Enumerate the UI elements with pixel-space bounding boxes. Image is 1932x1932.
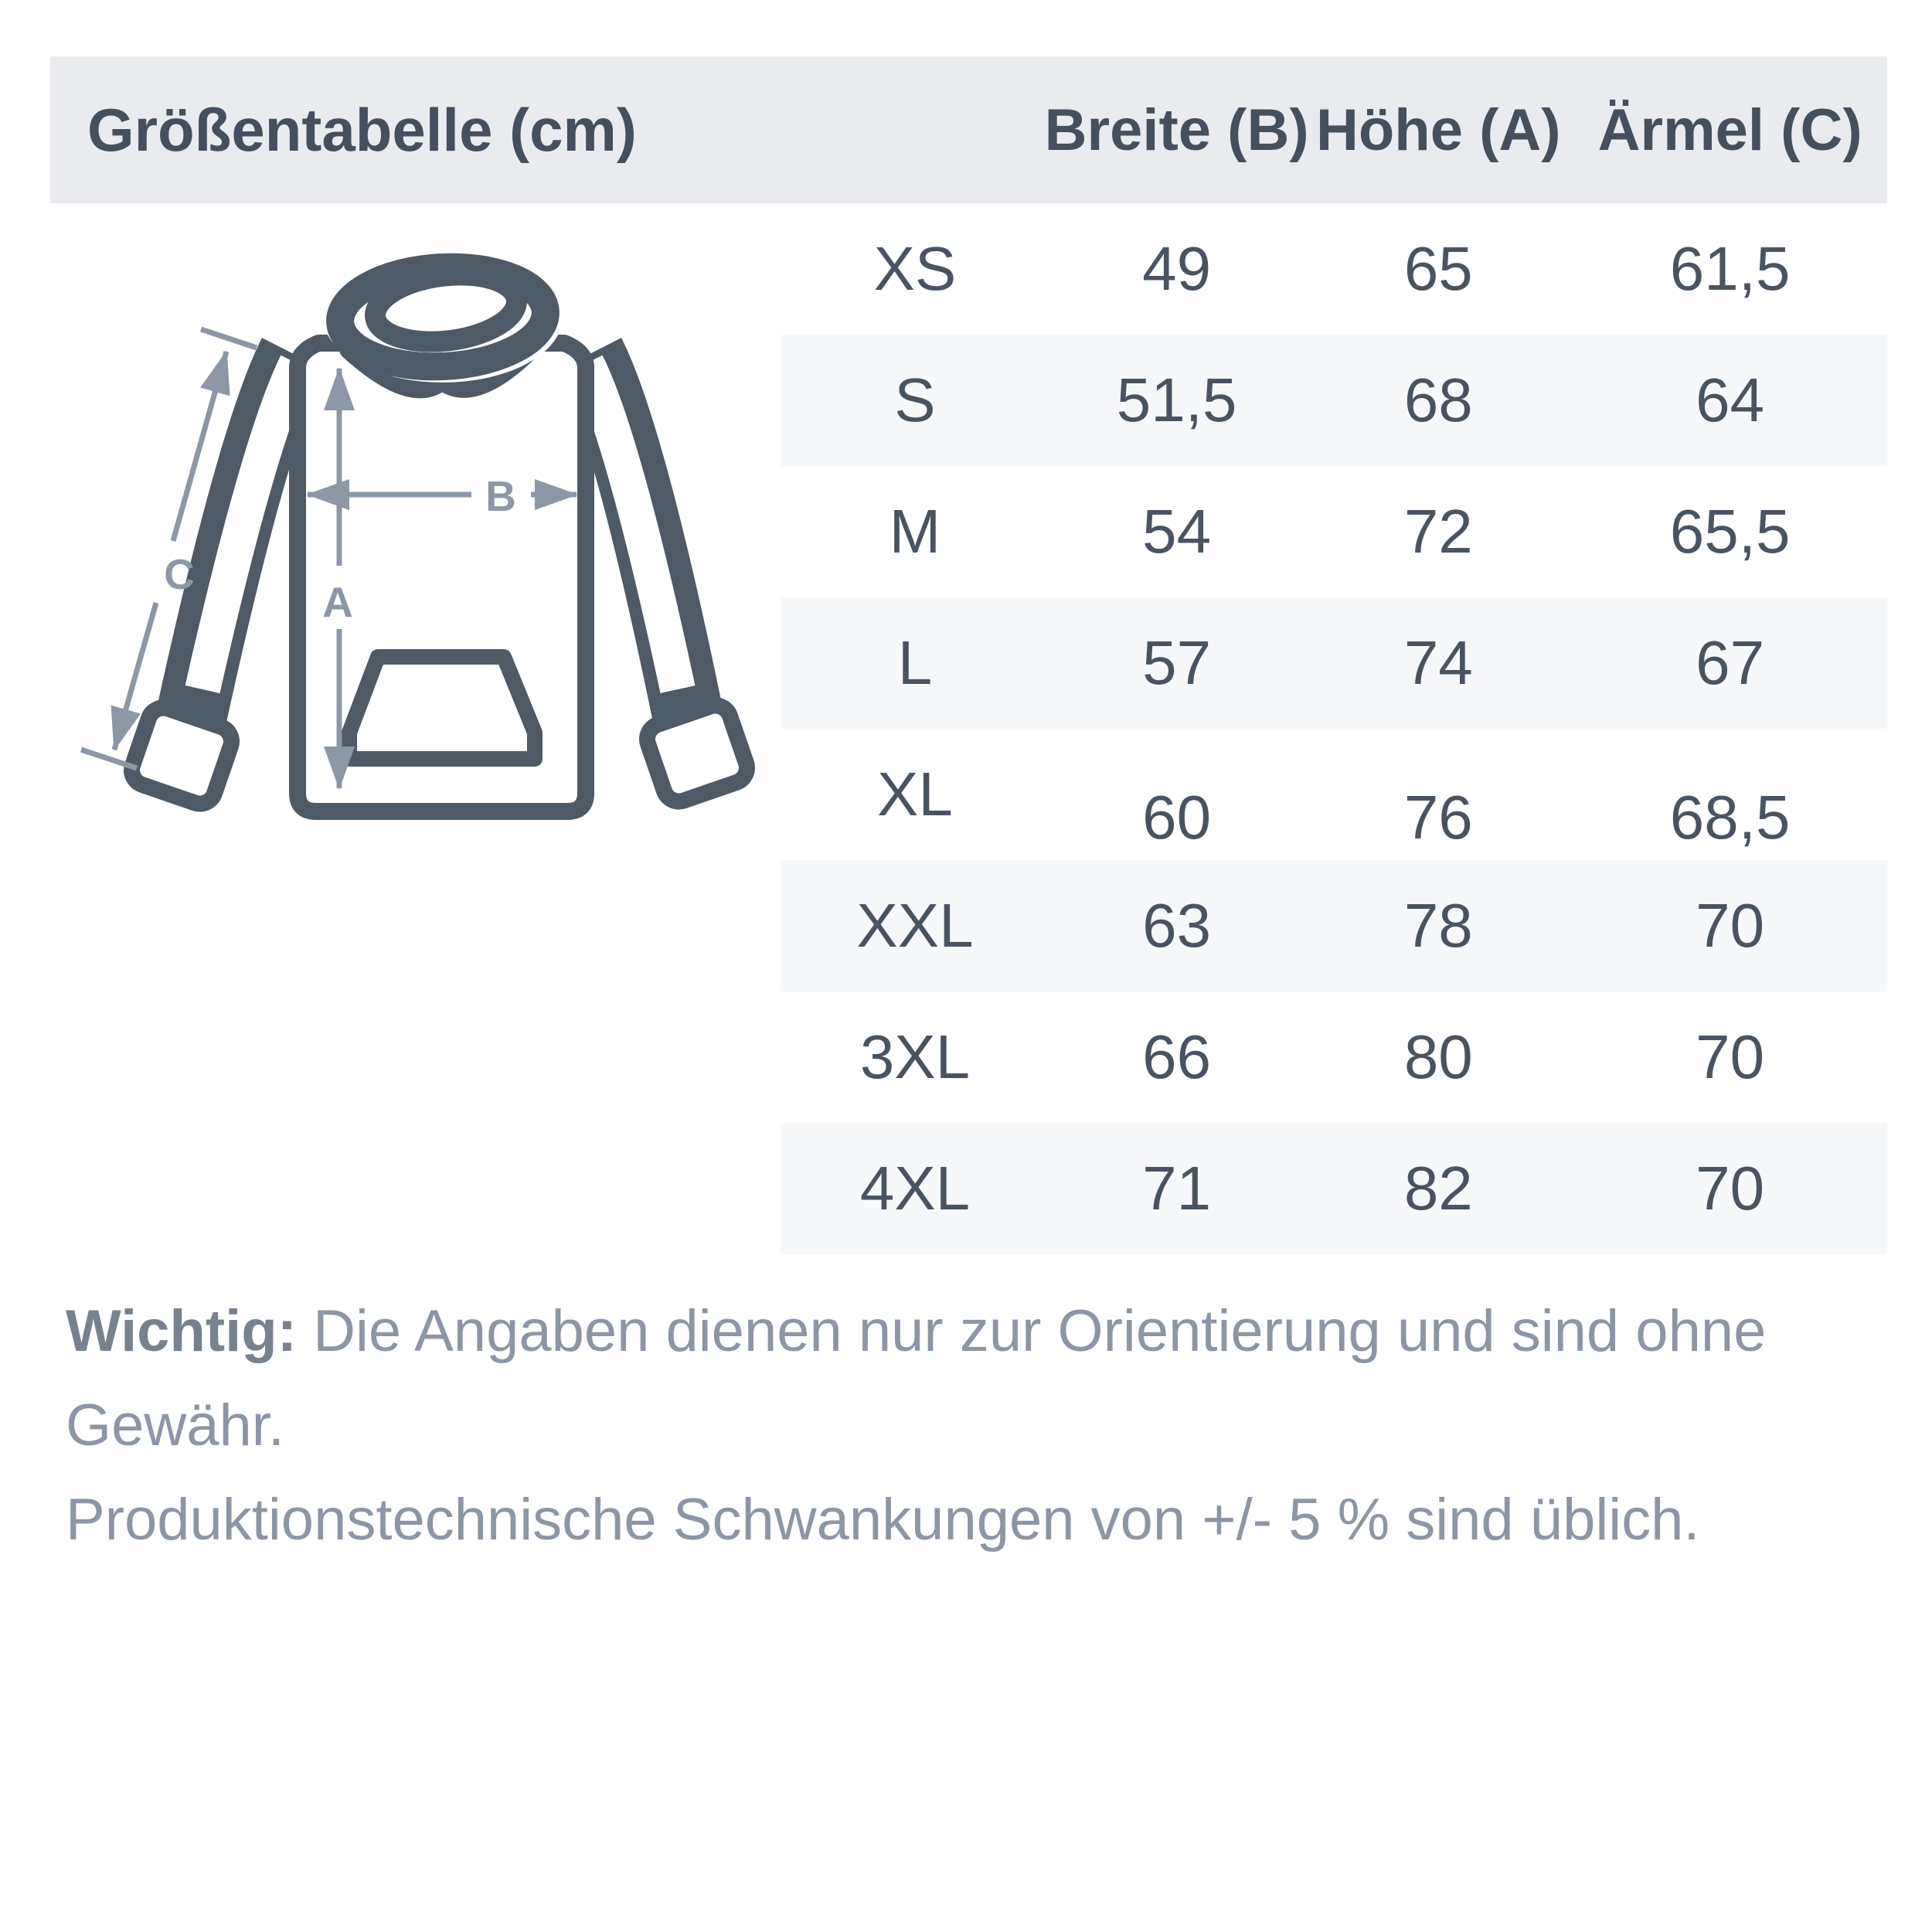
breite-cell: 60 bbox=[1142, 783, 1212, 852]
aermel-cell: 70 bbox=[1696, 891, 1765, 960]
label-b: B bbox=[485, 472, 516, 520]
column-header-size bbox=[781, 56, 1049, 203]
table-row bbox=[781, 1123, 1887, 1254]
column-header-aermel: Ärmel (C) bbox=[1597, 97, 1862, 163]
c-end-tick-top bbox=[201, 329, 257, 348]
size-cell: M bbox=[889, 497, 941, 566]
disclaimer-line-1-text: Die Angaben dienen nur zur Orientierung und sind ohne Gewähr. bbox=[66, 1298, 1767, 1458]
size-cell: XS bbox=[873, 234, 957, 303]
breite-cell: 54 bbox=[1142, 497, 1212, 566]
label-c: C bbox=[164, 550, 195, 598]
aermel-cell: 68,5 bbox=[1669, 783, 1791, 852]
table-row bbox=[781, 597, 1887, 729]
right-cuff bbox=[643, 702, 751, 806]
breite-cell: 63 bbox=[1142, 891, 1212, 960]
aermel-cell: 64 bbox=[1696, 366, 1765, 434]
size-cell: S bbox=[894, 366, 936, 434]
hoodie-measurement-diagram bbox=[62, 216, 796, 873]
size-table bbox=[781, 203, 1887, 1254]
size-cell: XL bbox=[877, 760, 953, 828]
table-row bbox=[781, 466, 1887, 597]
hoehe-cell: 65 bbox=[1403, 234, 1473, 303]
disclaimer-bold: Wichtig: bbox=[66, 1298, 298, 1364]
table-row bbox=[781, 729, 1887, 860]
hoehe-cell: 68 bbox=[1403, 366, 1473, 434]
table-row bbox=[781, 992, 1887, 1123]
table-row bbox=[781, 203, 1887, 335]
aermel-cell: 61,5 bbox=[1669, 234, 1791, 303]
kangaroo-pocket bbox=[349, 657, 535, 759]
disclaimer-note bbox=[66, 1284, 1889, 1567]
size-cell: 4XL bbox=[859, 1154, 971, 1223]
disclaimer-line-2: Produktionstechnische Schwankungen von +/- 5 % sind üblich. bbox=[66, 1487, 1700, 1553]
size-cell: L bbox=[897, 628, 933, 697]
breite-cell: 66 bbox=[1142, 1022, 1212, 1091]
column-headers bbox=[781, 56, 1887, 203]
page-title: Größentabelle (cm) bbox=[87, 95, 637, 164]
label-a: A bbox=[322, 578, 353, 626]
hoehe-cell: 82 bbox=[1403, 1154, 1473, 1223]
breite-cell: 49 bbox=[1142, 234, 1212, 303]
hoehe-cell: 74 bbox=[1403, 628, 1473, 697]
aermel-cell: 70 bbox=[1696, 1022, 1765, 1091]
left-cuff bbox=[128, 704, 236, 808]
table-row bbox=[781, 335, 1887, 466]
breite-cell: 51,5 bbox=[1116, 366, 1237, 434]
disclaimer-line-1 bbox=[66, 1284, 1889, 1473]
column-header-breite: Breite (B) bbox=[1044, 97, 1309, 163]
hoehe-cell: 72 bbox=[1403, 497, 1473, 566]
size-cell: XXL bbox=[856, 891, 974, 960]
column-header-hoehe: Höhe (A) bbox=[1316, 97, 1561, 163]
aermel-cell: 65,5 bbox=[1669, 497, 1791, 566]
header-band bbox=[50, 56, 1887, 203]
hoehe-cell: 78 bbox=[1403, 891, 1473, 960]
breite-cell: 57 bbox=[1142, 628, 1212, 697]
size-cell: 3XL bbox=[859, 1022, 971, 1091]
hoehe-cell: 76 bbox=[1403, 783, 1473, 852]
breite-cell: 71 bbox=[1142, 1154, 1212, 1223]
hoehe-cell: 80 bbox=[1403, 1022, 1473, 1091]
aermel-cell: 67 bbox=[1696, 628, 1765, 697]
aermel-cell: 70 bbox=[1696, 1154, 1765, 1223]
